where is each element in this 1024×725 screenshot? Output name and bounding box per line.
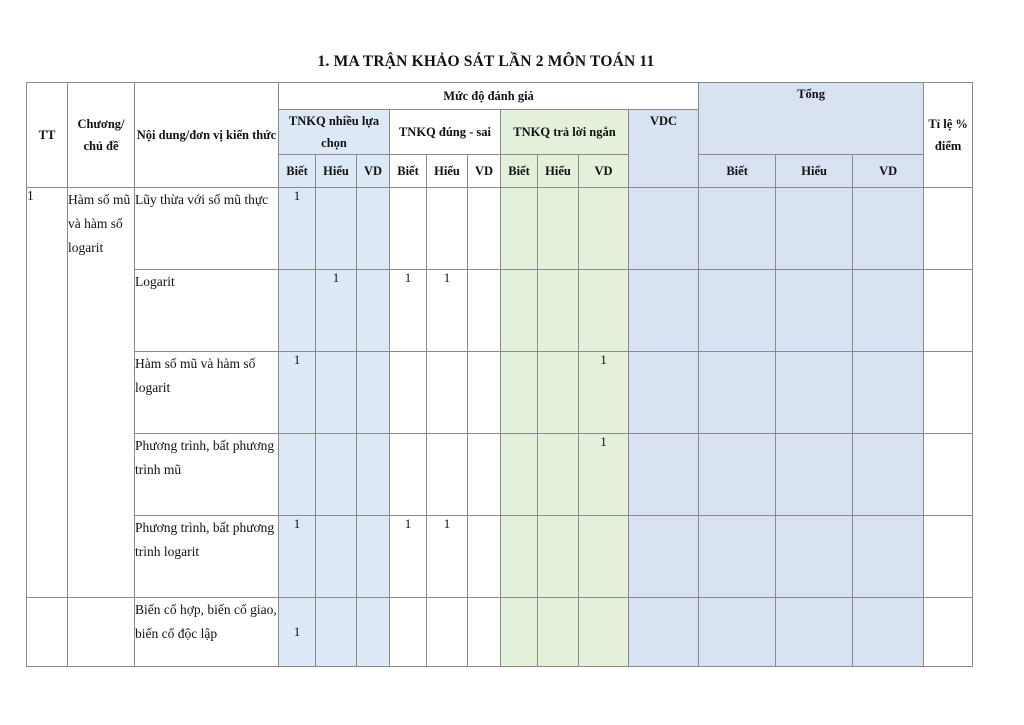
matrix-cell xyxy=(390,598,427,667)
matrix-cell: 1 xyxy=(316,270,357,352)
table-row xyxy=(27,516,973,598)
header-ti-le: Tỉ lệ % điểm xyxy=(924,83,973,188)
matrix-cell xyxy=(538,598,579,667)
matrix-cell xyxy=(924,598,973,667)
level-header: Hiểu xyxy=(776,155,853,188)
matrix-cell: 1 xyxy=(390,270,427,352)
matrix-cell xyxy=(316,352,357,434)
matrix-cell xyxy=(501,516,538,598)
matrix-cell xyxy=(629,516,699,598)
header-tnkq-nhieu-lua-chon: TNKQ nhiều lựa chọn xyxy=(279,110,390,155)
matrix-cell xyxy=(316,434,357,516)
header-noi-dung: Nội dung/đơn vị kiến thức xyxy=(135,83,279,188)
matrix-cell xyxy=(629,434,699,516)
header-vdc: VDC xyxy=(629,110,699,188)
matrix-cell xyxy=(357,188,390,270)
row-tt: 1 xyxy=(27,188,68,598)
level-header: Biết xyxy=(699,155,776,188)
matrix-cell xyxy=(357,598,390,667)
level-header: Biết xyxy=(501,155,538,188)
matrix-cell xyxy=(853,352,924,434)
matrix-cell xyxy=(699,352,776,434)
matrix-cell xyxy=(699,270,776,352)
matrix-cell xyxy=(501,434,538,516)
matrix-cell xyxy=(357,516,390,598)
matrix-cell: 1 xyxy=(279,598,316,667)
matrix-cell xyxy=(468,188,501,270)
assessment-matrix-table xyxy=(26,82,973,667)
matrix-cell xyxy=(629,188,699,270)
matrix-cell xyxy=(427,598,468,667)
matrix-cell xyxy=(776,434,853,516)
matrix-cell xyxy=(427,352,468,434)
row-chuong: Hàm số mũ và hàm số logarit xyxy=(68,188,135,598)
matrix-cell: 1 xyxy=(279,352,316,434)
matrix-cell xyxy=(279,270,316,352)
matrix-cell xyxy=(538,188,579,270)
matrix-cell xyxy=(853,598,924,667)
matrix-cell xyxy=(538,352,579,434)
row-noi-dung: Logarit xyxy=(135,270,279,352)
matrix-cell xyxy=(357,434,390,516)
matrix-cell xyxy=(501,352,538,434)
row-noi-dung: Phương trình, bất phương trình logarit xyxy=(135,516,279,598)
matrix-cell xyxy=(579,270,629,352)
matrix-cell xyxy=(316,598,357,667)
matrix-cell xyxy=(468,434,501,516)
matrix-cell xyxy=(924,516,973,598)
matrix-cell xyxy=(699,516,776,598)
header-tong: Tổng xyxy=(699,83,924,155)
matrix-cell xyxy=(853,270,924,352)
level-header: Biết xyxy=(279,155,316,188)
matrix-cell xyxy=(776,188,853,270)
matrix-cell: 1 xyxy=(390,516,427,598)
matrix-cell xyxy=(468,598,501,667)
matrix-cell xyxy=(776,516,853,598)
level-header: Hiểu xyxy=(427,155,468,188)
level-header: Hiểu xyxy=(316,155,357,188)
matrix-cell: 1 xyxy=(427,516,468,598)
matrix-cell xyxy=(538,516,579,598)
matrix-cell xyxy=(924,188,973,270)
matrix-cell xyxy=(390,434,427,516)
table-row xyxy=(27,598,973,667)
matrix-cell xyxy=(699,598,776,667)
matrix-cell xyxy=(924,270,973,352)
matrix-cell xyxy=(699,434,776,516)
matrix-cell: 1 xyxy=(579,352,629,434)
matrix-cell: 1 xyxy=(579,434,629,516)
header-muc-do: Mức độ đánh giá xyxy=(279,83,699,110)
header-tnkq-dung-sai: TNKQ đúng - sai xyxy=(390,110,501,155)
matrix-cell xyxy=(468,352,501,434)
page-title: 1. MA TRẬN KHẢO SÁT LẦN 2 MÔN TOÁN 11 xyxy=(317,53,655,70)
matrix-cell xyxy=(853,434,924,516)
header-row-1 xyxy=(27,83,973,110)
matrix-cell xyxy=(427,434,468,516)
level-header: VD xyxy=(468,155,501,188)
matrix-cell xyxy=(427,188,468,270)
matrix-cell xyxy=(924,434,973,516)
matrix-cell xyxy=(629,270,699,352)
header-tt: TT xyxy=(27,83,68,188)
matrix-cell xyxy=(501,270,538,352)
matrix-cell xyxy=(776,352,853,434)
table-row xyxy=(27,188,973,270)
matrix-cell: 1 xyxy=(279,188,316,270)
matrix-cell xyxy=(357,352,390,434)
row-chuong xyxy=(68,598,135,667)
row-noi-dung: Hàm số mũ và hàm số logarit xyxy=(135,352,279,434)
matrix-cell xyxy=(316,516,357,598)
table-row xyxy=(27,434,973,516)
matrix-cell xyxy=(390,352,427,434)
matrix-cell xyxy=(357,270,390,352)
matrix-cell xyxy=(390,188,427,270)
matrix-cell: 1 xyxy=(427,270,468,352)
row-noi-dung: Lũy thừa với số mũ thực xyxy=(135,188,279,270)
matrix-cell xyxy=(538,270,579,352)
matrix-cell xyxy=(579,598,629,667)
level-header: Hiểu xyxy=(538,155,579,188)
matrix-cell xyxy=(776,270,853,352)
row-tt xyxy=(27,598,68,667)
matrix-cell xyxy=(629,352,699,434)
level-header: Biết xyxy=(390,155,427,188)
table-row xyxy=(27,270,973,352)
row-noi-dung: Phương trình, bất phương trình mũ xyxy=(135,434,279,516)
matrix-cell xyxy=(501,598,538,667)
matrix-cell xyxy=(924,352,973,434)
matrix-cell xyxy=(699,188,776,270)
matrix-cell xyxy=(853,188,924,270)
matrix-cell xyxy=(776,598,853,667)
matrix-cell xyxy=(316,188,357,270)
level-header: VD xyxy=(357,155,390,188)
matrix-cell xyxy=(468,516,501,598)
matrix-cell xyxy=(501,188,538,270)
level-header: VD xyxy=(853,155,924,188)
table-row xyxy=(27,352,973,434)
row-noi-dung: Biến cố hợp, biến cố giao, biến cố độc lập xyxy=(135,598,279,667)
header-tnkq-tra-loi-ngan: TNKQ trả lời ngắn xyxy=(501,110,629,155)
matrix-cell xyxy=(279,434,316,516)
matrix-cell xyxy=(629,598,699,667)
matrix-cell xyxy=(579,516,629,598)
matrix-cell: 1 xyxy=(279,516,316,598)
header-chuong: Chương/ chủ đề xyxy=(68,83,135,188)
matrix-cell xyxy=(853,516,924,598)
matrix-cell xyxy=(468,270,501,352)
matrix-cell xyxy=(538,434,579,516)
matrix-cell xyxy=(579,188,629,270)
level-header: VD xyxy=(579,155,629,188)
